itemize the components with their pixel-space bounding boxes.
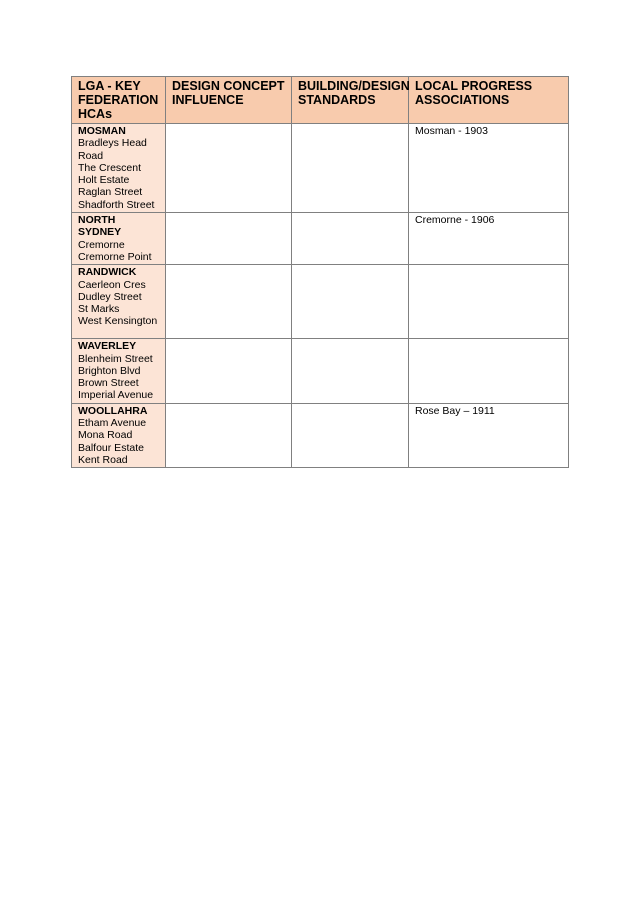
design-concept-cell [166, 124, 292, 213]
hca-item: Raglan Street [78, 186, 143, 199]
lga-name: MOSMAN [78, 125, 126, 137]
progress-association-cell [409, 124, 569, 213]
building-standards-cell [292, 403, 409, 467]
building-standards-cell [292, 213, 409, 265]
hca-item: West Kensington [78, 315, 158, 328]
header-design-concept: DESIGN CONCEPT INFLUENCE [166, 77, 292, 124]
hca-item: Blenheim Street [78, 352, 153, 365]
hca-item: Brown Street [78, 377, 139, 390]
hca-item: Mona Road [78, 429, 133, 442]
lga-cell [72, 339, 166, 403]
design-concept-cell [166, 339, 292, 403]
design-concept-cell [166, 403, 292, 467]
lga-cell [72, 124, 166, 213]
building-standards-cell [292, 265, 409, 339]
lga-name: NORTH SYDNEY [78, 214, 122, 239]
hca-item: Caerleon Cres [78, 278, 146, 291]
progress-association-text: Cremorne - 1906 [415, 214, 495, 227]
hca-item: Cremorne Point [78, 250, 152, 263]
progress-association-cell [409, 403, 569, 467]
hca-item: Kent Road [78, 453, 128, 466]
hca-item: Brighton Blvd [78, 364, 141, 377]
hca-item: Cremorne [78, 238, 125, 251]
progress-association-cell [409, 339, 569, 403]
hca-item: Balfour Estate [78, 441, 144, 454]
hca-item: Etham Avenue [78, 417, 147, 430]
hca-item: Holt Estate [78, 174, 130, 187]
header-lga-key-hcas: LGA - KEY FEDERATION HCAs [72, 77, 166, 124]
building-standards-cell [292, 124, 409, 213]
progress-association-cell [409, 265, 569, 339]
hca-item: Bradleys Head Road [78, 137, 147, 162]
table-row [72, 124, 569, 213]
progress-association-text: Mosman - 1903 [415, 125, 488, 137]
table-row [72, 403, 569, 467]
lga-name: RANDWICK [78, 266, 137, 279]
building-standards-cell [292, 339, 409, 403]
hca-item: The Crescent [78, 161, 142, 174]
table-row [72, 213, 569, 265]
design-concept-cell [166, 213, 292, 265]
hca-item: Imperial Avenue [78, 389, 154, 402]
table-row [72, 339, 569, 403]
lga-federation-table [71, 76, 569, 468]
header-progress-associations: LOCAL PROGRESS ASSOCIATIONS [409, 77, 569, 124]
hca-item: St Marks [78, 303, 120, 316]
hca-item: Dudley Street [78, 290, 142, 303]
progress-association-text: Rose Bay – 1911 [415, 404, 495, 417]
table-row [72, 265, 569, 339]
progress-association-cell [409, 213, 569, 265]
design-concept-cell [166, 265, 292, 339]
lga-name: WAVERLEY [78, 340, 137, 353]
lga-cell [72, 403, 166, 467]
lga-name: WOOLLAHRA [78, 404, 148, 417]
header-building-standards: BUILDING/DESIGN STANDARDS [292, 77, 409, 124]
table-header-row [72, 77, 569, 124]
hca-item: Shadforth Street [78, 198, 155, 211]
lga-cell [72, 213, 166, 265]
lga-cell [72, 265, 166, 339]
